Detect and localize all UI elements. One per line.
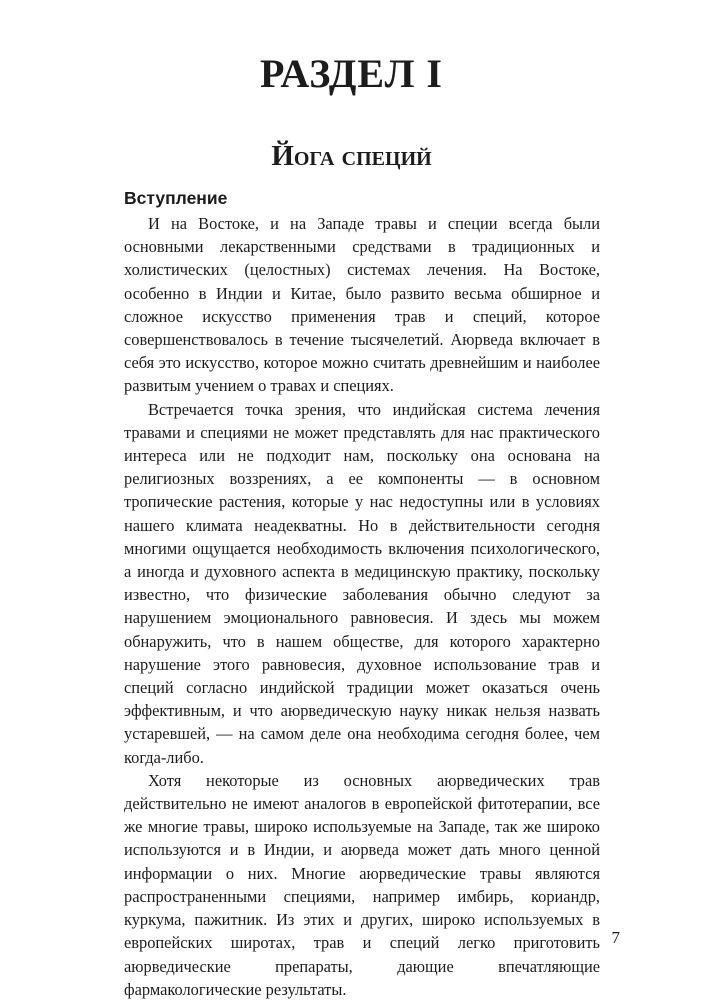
paragraph-3: Хотя некоторые из основных аюрведических трав действительно не имеют аналогов в европейской фитотерапии, все же многие травы, широко используемые на Западе, так же широко используются и в Индии, и аюрведа может дать много ценной информации о них. Многие аюрведические травы являются распространенными специями, например имбирь, кориандр, куркума, пажитник. Из этих и других, широко используемых в европейских широтах, трав и специй легко приготовить аюрведические препараты, дающие впечатляющие фармакологические результаты. (124, 770, 600, 999)
subheading-introduction: Вступление (124, 188, 228, 208)
page-content (124, 184, 600, 1001)
chapter-title: Йога специй (271, 140, 432, 172)
paragraph-1: И на Востоке, и на Западе травы и специи всегда были основными лекарственными средствами в традиционных и холистических (целостных) системах лечения. На Востоке, особенно в Индии и Китае, было развито весьма обширное и сложное искусство применения трав и специй, которое совершенствовалось в течение тысячелетий. Аюрведа включает в себя это искусство, которое можно считать древнейшим и наиболее развитым учением о травах и специях. (124, 214, 600, 396)
paragraph-2: Встречается точка зрения, что индийская система лечения травами и специями не может представлять для нас практического интереса или не подходит нам, поскольку она основана на религиозных воззрениях, а ее компоненты — в основном тропические растения, которые у нас недоступны или в условиях нашего климата неадекватны. Но в действительности сегодня многими ощущается необходимость включения психологического, а иногда и духовного аспекта в медицинскую практику, поскольку известно, что физические заболевания обычно следуют за нарушением эмоционального равновесия. И здесь мы можем обнаружить, что в нашем обществе, для которого характерно нарушение этого равновесия, духовное использование трав и специй согласно индийской традиции может оказаться очень эффективным, и что аюрведическую науку никак нельзя назвать устаревшей, — на самом деле она необходима сегодня более, чем когда-либо. (124, 399, 600, 767)
page-number: 7 (611, 928, 620, 947)
section-title: РАЗДЕЛ I (260, 51, 443, 96)
